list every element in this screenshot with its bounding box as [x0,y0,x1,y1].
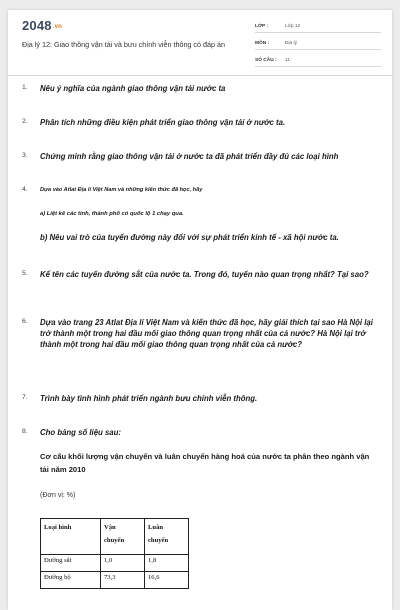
question-number: 2. [22,118,28,125]
question-number: 6. [22,318,28,325]
header-text: Luân [148,524,164,531]
data-table [40,518,189,589]
question-text: Cho bảng số liệu sau: [40,428,122,437]
header-text: Vận [104,524,116,531]
table-cell: 1,0 [101,555,145,572]
meta-row-count [255,52,381,67]
table-cell: 1,8 [145,555,189,572]
question-text: Nêu ý nghĩa của ngành giao thông vận tải nước ta [40,84,226,93]
table-cell: 73,3 [101,572,145,589]
question-number: 5. [22,270,28,277]
question-number: 8. [22,428,28,435]
question-number: 7. [22,394,28,401]
header-text: chuyển [104,537,125,544]
table-caption: Cơ cấu khối lượng vận chuyển và luân chuyển hàng hoá của nước ta phân theo ngành vận tải năm 2010 [40,452,370,474]
table-header-cell [145,519,189,555]
question-number: 1. [22,84,28,91]
site-logo[interactable] [22,18,62,33]
logo-domain: .vn [52,23,63,30]
meta-label: SỐ CÂU : [255,58,277,63]
table-row [41,572,189,589]
question-sub-b: b) Nêu vai trò của tuyến đường này đối với sự phát triển kinh tế - xã hội nước ta. [40,233,339,242]
document-header [8,10,392,76]
question-number: 3. [22,152,28,159]
meta-panel [255,18,381,69]
table-header-cell [101,519,145,555]
table-row [41,555,189,572]
document-page [8,10,392,610]
table-header-row [41,519,189,555]
meta-value: 11 [285,58,290,63]
question-text: Dựa vào Atlat Địa lí Việt Nam và những kiến thức đã học, hãy [40,187,203,193]
question-text: Dựa vào trang 23 Atlat Địa lí Việt Nam và kiến thức đã học, hãy giải thích tại sao Hà Nội lại trở thành một trong hai đầu mối giao thông quan trọng nhất của cả nước? Hà Nội lại trở thành một trong hai đầu mối giao thông quan trọng nhất của cả nước? [40,318,373,349]
table-unit: (Đơn vị: %) [40,492,76,499]
table-cell: Đường bộ [41,572,101,589]
question-text: Kể tên các tuyến đường sắt của nước ta. Trong đó, tuyến nào quan trọng nhất? Tại sao? [40,270,369,279]
meta-row-class [255,18,381,33]
meta-label: MÔN : [255,41,270,46]
question-sub-a: a) Liệt kê các tỉnh, thành phố có quốc lộ 1 chạy qua. [40,211,184,217]
header-text: Loại hình [44,524,72,531]
question-text: Trình bày tình hình phát triển ngành bưu chính viễn thông. [40,394,258,403]
meta-value: Lớp 12 [285,24,301,29]
question-text: Phân tích những điều kiện phát triển giao thông vận tải ở nước ta. [40,118,286,127]
header-text: chuyển [148,537,169,544]
meta-value: Địa lý [285,41,297,46]
logo-number: 2048 [22,18,52,33]
meta-row-subject [255,35,381,50]
table-cell: Đường sắt [41,555,101,572]
document-title: Địa lý 12: Giao thông vận tải và bưu chính viễn thông có đáp án [22,40,226,49]
table-header-cell [41,519,101,555]
question-number: 4. [22,186,28,193]
meta-label: LỚP : [255,24,269,29]
table-cell: 16,6 [145,572,189,589]
question-text: Chứng minh rằng giao thông vận tải ở nước ta đã phát triển đầy đủ các loại hình [40,152,339,161]
